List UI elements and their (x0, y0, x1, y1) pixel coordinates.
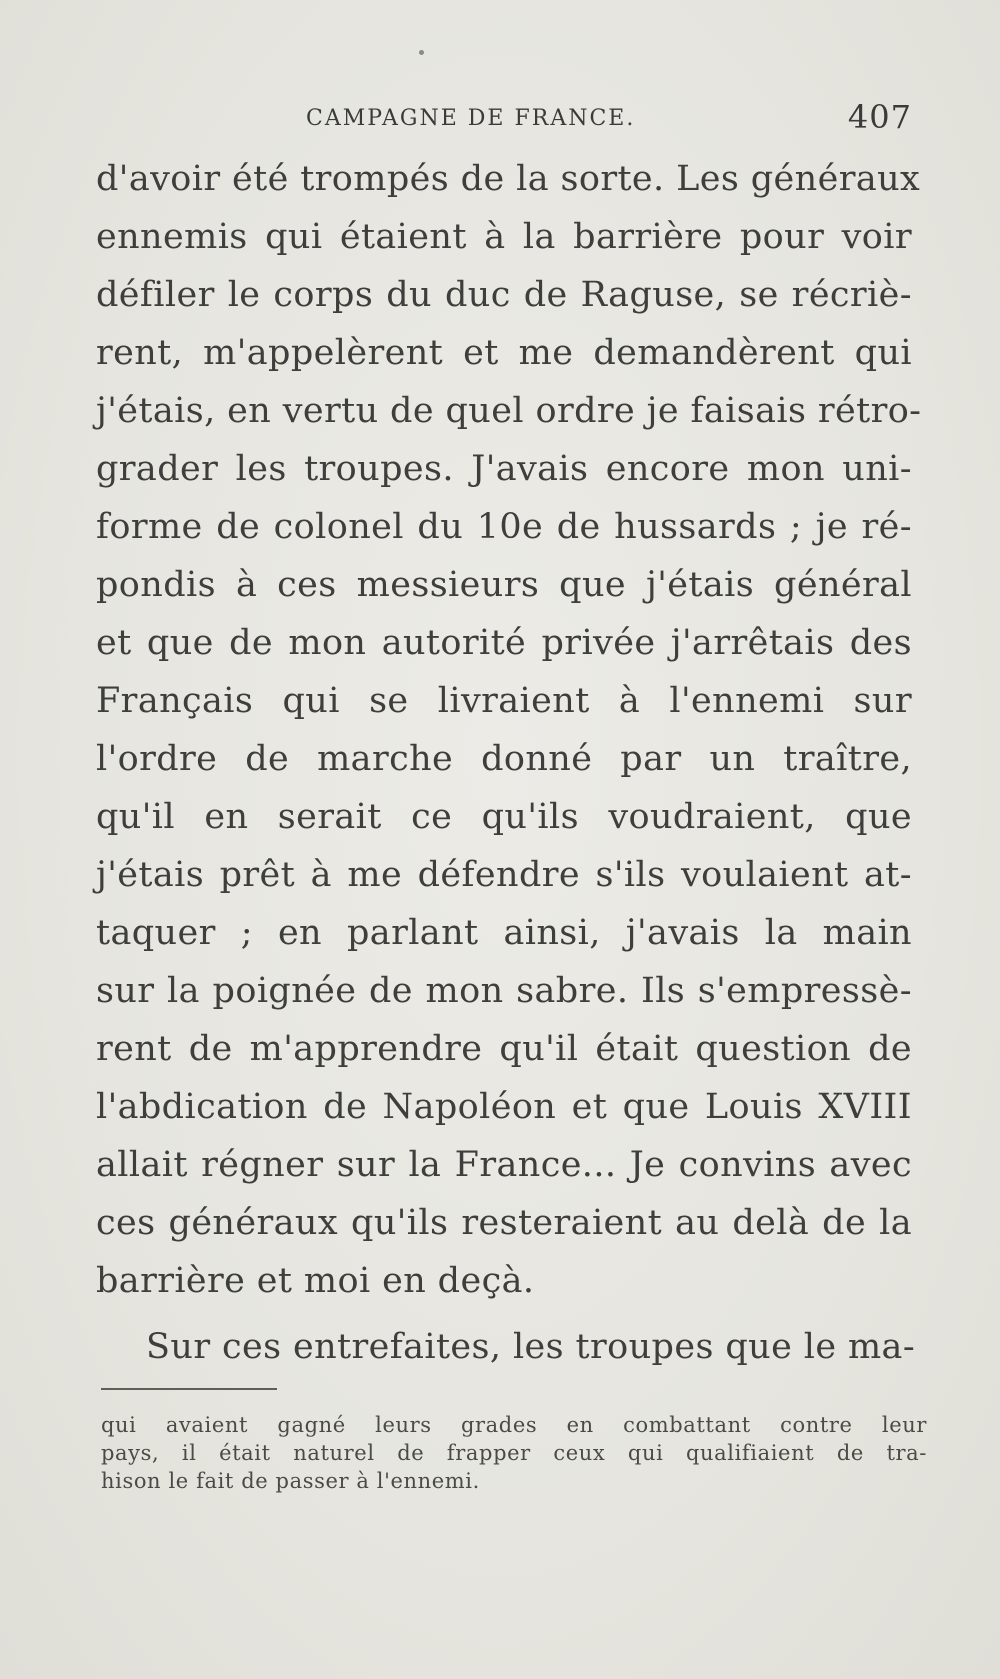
paragraph-end-line: barrière et moi en deçà. (96, 1261, 535, 1301)
text-line: ces généraux qu'ils resteraient au delà de la (96, 1203, 912, 1243)
text-line: allait régner sur la France... Je convins avec (96, 1145, 912, 1185)
text-line: l'ordre de marche donné par un traître, (96, 739, 912, 779)
text-line: j'étais, en vertu de quel ordre je faisais rétro- (96, 391, 922, 431)
text-line: Français qui se livraient à l'ennemi sur (96, 681, 912, 721)
text-line: taquer ; en parlant ainsi, j'avais la main (96, 913, 912, 953)
page-number: 407 (847, 98, 912, 136)
paragraph-start-line: Sur ces entrefaites, les troupes que le ma- (146, 1327, 916, 1367)
text-line: rent, m'appelèrent et me demandèrent qui (96, 333, 912, 373)
text-line: pondis à ces messieurs que j'étais général (96, 565, 912, 605)
text-line: défiler le corps du duc de Raguse, se récriè- (96, 275, 912, 315)
text-line: j'étais prêt à me défendre s'ils voulaient at- (96, 855, 912, 895)
text-line: qu'il en serait ce qu'ils voudraient, que (96, 797, 912, 837)
text-line: grader les troupes. J'avais encore mon uni- (96, 449, 912, 489)
text-line: d'avoir été trompés de la sorte. Les généraux (96, 159, 921, 199)
text-line: forme de colonel du 10e de hussards ; je ré- (96, 507, 912, 547)
running-head (96, 98, 912, 138)
footnote-line: hison le fait de passer à l'ennemi. (101, 1469, 480, 1493)
footnote-line: qui avaient gagné leurs grades en combattant contre leur (101, 1413, 927, 1437)
text-line: sur la poignée de mon sabre. Ils s'empressè- (96, 971, 912, 1011)
text-line: ennemis qui étaient à la barrière pour voir (96, 217, 912, 257)
text-line: l'abdication de Napoléon et que Louis XVIII (96, 1087, 912, 1127)
text-line: et que de mon autorité privée j'arrêtais des (96, 623, 912, 663)
text-line: rent de m'apprendre qu'il était question de (96, 1029, 912, 1069)
running-title: CAMPAGNE DE FRANCE. (306, 106, 636, 131)
footnote-line: pays, il était naturel de frapper ceux qui qualifiaient de tra- (101, 1441, 927, 1465)
footnote-rule (101, 1388, 277, 1390)
ink-speck (419, 50, 424, 55)
